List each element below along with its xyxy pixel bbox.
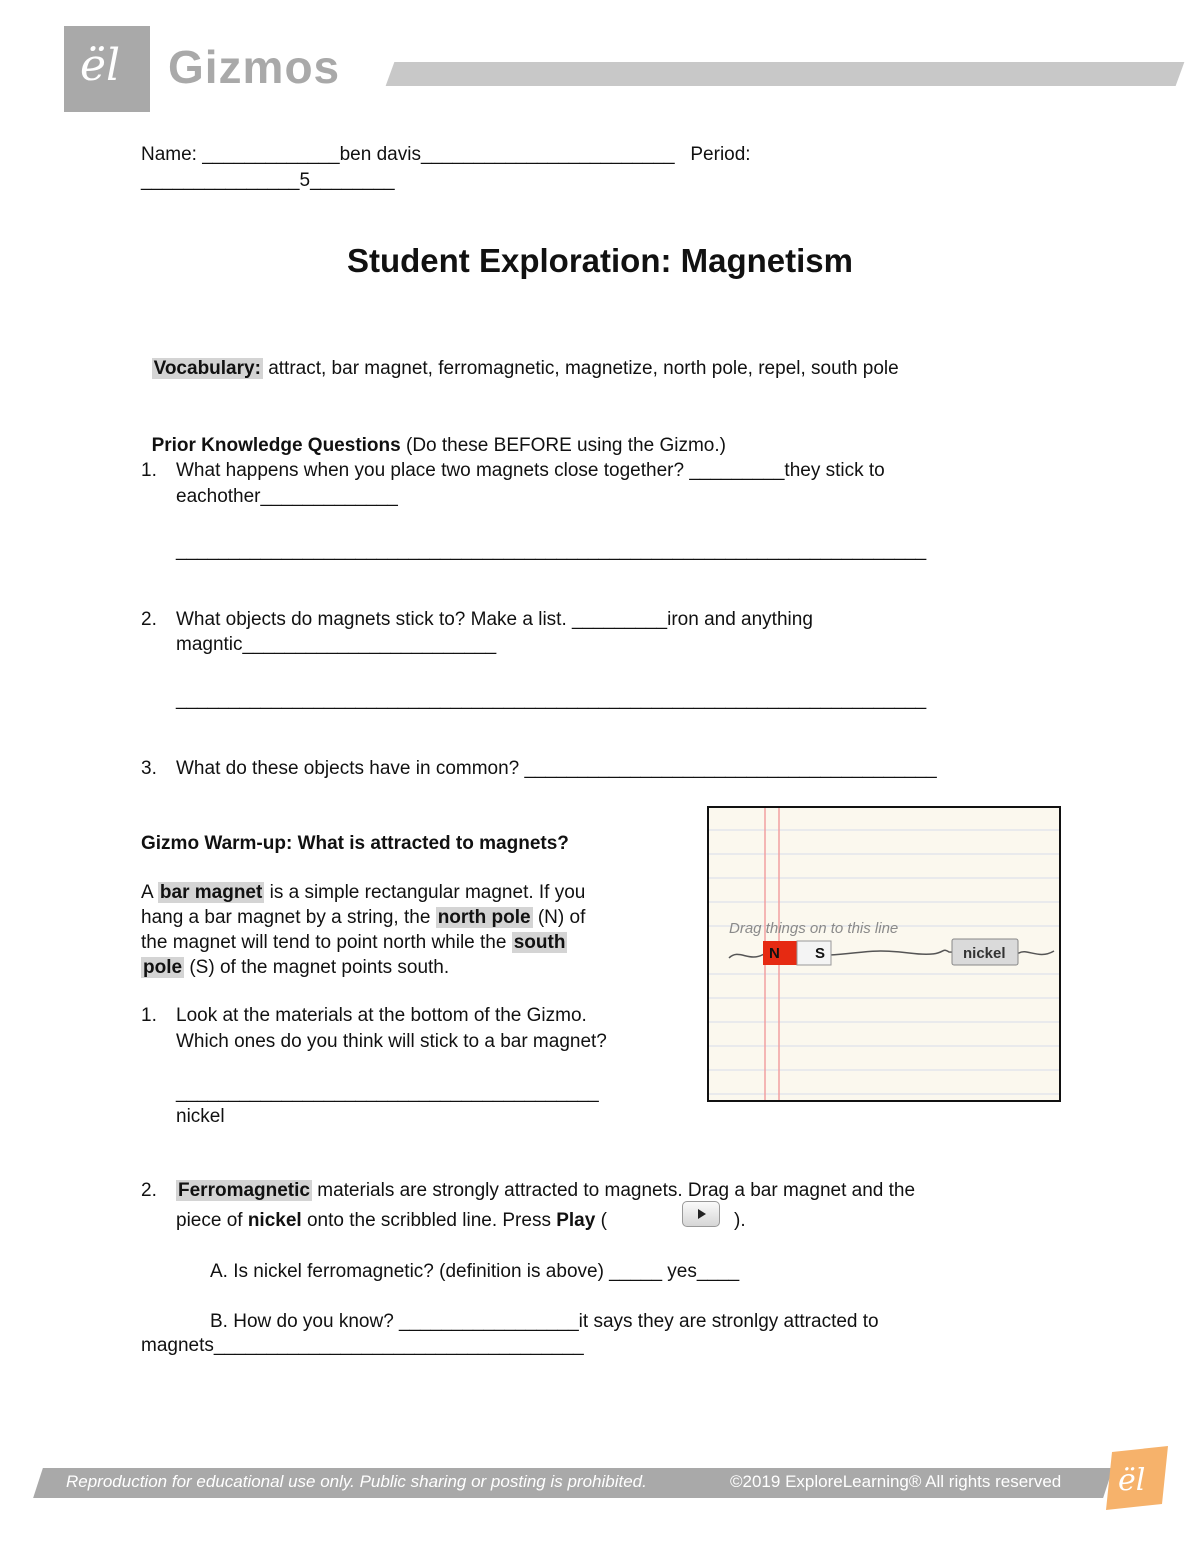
magnet-s-label: S (815, 945, 826, 962)
warmup-text: the magnet will tend to point north while the (141, 932, 512, 953)
warmup-q2-line1 (176, 1178, 915, 1203)
warmup-q1-number: 1. (141, 1005, 157, 1026)
warmup-text: onto the scribbled line. Press (301, 1210, 557, 1231)
term-play: Play (556, 1210, 596, 1231)
warmup-q2-b-line2: magnets___________________________________ (141, 1335, 584, 1356)
warmup-paragraph-line1 (141, 880, 585, 905)
prior-q1-number: 1. (141, 460, 157, 481)
logo-mark-text: ël (80, 40, 121, 91)
warmup-text: ( (595, 1210, 607, 1231)
nickel-block[interactable] (952, 939, 1018, 965)
warmup-q2-b-line1: B. How do you know? _________________it says they are stronlgy attracted to (210, 1311, 879, 1332)
term-south: south (513, 932, 566, 953)
footer-copyright: ©2019 ExploreLearning® All rights reserved (730, 1472, 1062, 1491)
prior-q1-line1: What happens when you place two magnets close together? _________they stick to (176, 460, 885, 481)
prior-knowledge-heading (141, 408, 726, 458)
prior-heading-text: Prior Knowledge Questions (151, 435, 401, 456)
warmup-q2-number: 2. (141, 1180, 157, 1201)
gizmo-canvas (709, 808, 1059, 1100)
prior-q2-line2: magntic________________________ (176, 634, 497, 655)
warmup-paragraph-line2 (141, 905, 585, 930)
magnet-n-label: N (769, 945, 780, 962)
term-ferromagnetic: Ferromagnetic (178, 1180, 310, 1201)
vocabulary-line (141, 331, 899, 381)
name-period-line: Name: _____________ben davis________________________ Period: (141, 144, 751, 165)
warmup-q1-answer: nickel (176, 1106, 225, 1127)
gizmos-logo-mark (64, 26, 150, 112)
prior-q3-number: 3. (141, 758, 157, 779)
prior-q2-line3: _______________________________________________________________________ (176, 689, 927, 710)
prior-q1-line2: eachother_____________ (176, 486, 398, 507)
warmup-text: materials are strongly attracted to magnets. Drag a bar magnet and the (311, 1180, 916, 1201)
gizmos-logo-word: Gizmos (168, 41, 341, 93)
warmup-paragraph-line4 (141, 955, 449, 980)
vocabulary-label: Vocabulary: (153, 358, 261, 379)
footer-logo-text: ël (1118, 1463, 1146, 1498)
prior-q2-number: 2. (141, 609, 157, 630)
prior-q1-line3: _______________________________________________________________________ (176, 540, 927, 561)
warmup-text: piece of (176, 1210, 248, 1231)
warmup-text: is a simple rectangular magnet. If you (264, 882, 586, 903)
warmup-q1-line2: Which ones do you think will stick to a bar magnet? (176, 1031, 607, 1052)
magnet-south-half (797, 941, 831, 965)
prior-q3-line1: What do these objects have in common? _______________________________________ (176, 758, 937, 779)
term-pole: pole (143, 957, 183, 978)
nickel-label: nickel (963, 945, 1006, 962)
period-answer-line: _______________5________ (141, 170, 395, 191)
warmup-text: (S) of the magnet points south. (184, 957, 450, 978)
gizmo-screenshot (707, 806, 1061, 1102)
warmup-q1-line3: ________________________________________ (176, 1082, 599, 1103)
drag-label: Drag things on to this line (729, 920, 899, 937)
term-north-pole: north pole (437, 907, 531, 928)
explorelearning-badge-icon (1102, 1446, 1172, 1510)
warmup-q2-line2-end: ). (734, 1210, 746, 1231)
warmup-text: (N) of (532, 907, 586, 928)
prior-heading-note: (Do these BEFORE using the Gizmo.) (400, 435, 726, 456)
warmup-q1-line1: Look at the materials at the bottom of the Gizmo. (176, 1005, 587, 1026)
term-bar-magnet: bar magnet (159, 882, 263, 903)
play-triangle-icon (683, 1202, 719, 1226)
warmup-paragraph-line3 (141, 930, 567, 955)
prior-q2-line1: What objects do magnets stick to? Make a list. _________iron and anything (176, 609, 813, 630)
header-bar (386, 62, 1185, 86)
play-button-icon[interactable] (682, 1201, 720, 1227)
bar-magnet[interactable] (763, 941, 831, 965)
vocabulary-terms: attract, bar magnet, ferromagnetic, magnetize, north pole, repel, south pole (262, 358, 899, 379)
warmup-text: A (141, 882, 158, 903)
footer-notice: Reproduction for educational use only. Public sharing or posting is prohibited. (66, 1472, 647, 1491)
warmup-heading: Gizmo Warm-up: What is attracted to magnets? (141, 833, 569, 854)
warmup-text: hang a bar magnet by a string, the (141, 907, 436, 928)
page-title: Student Exploration: Magnetism (346, 242, 854, 279)
term-nickel: nickel (247, 1210, 302, 1231)
warmup-q2-a: A. Is nickel ferromagnetic? (definition is above) _____ yes____ (210, 1261, 740, 1282)
explorelearning-logo-icon (1102, 1446, 1172, 1510)
warmup-q2-line2 (176, 1208, 607, 1233)
